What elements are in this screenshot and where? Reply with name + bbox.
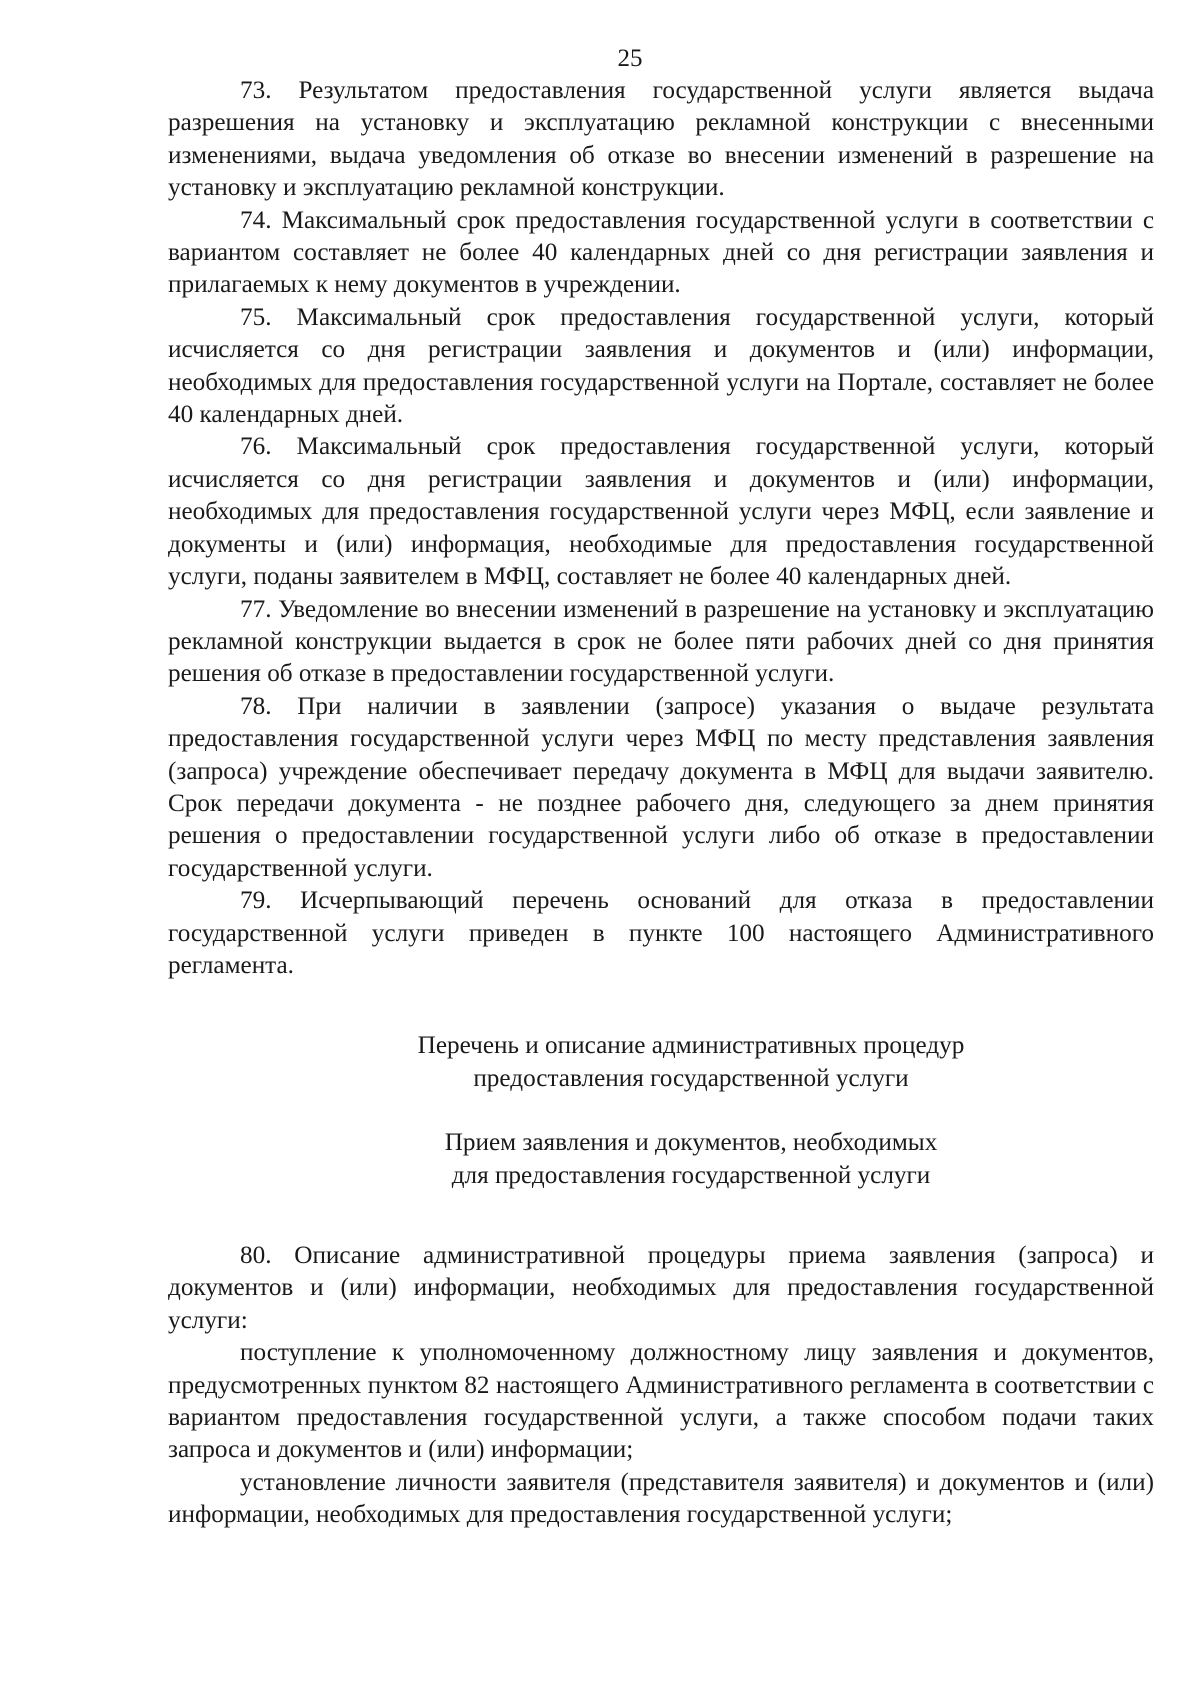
section-heading-intake bbox=[168, 1127, 1154, 1192]
paragraph-77: 77. Уведомление во внесении изменений в разрешение на установку и эксплуатацию рекламной конструкции выдается в срок не более пяти рабочих дней со дня принятия решения об отказе в предоставлении государственной услуги. bbox=[168, 595, 1154, 688]
paragraph-76: 76. Максимальный срок предоставления государственной услуги, который исчисляется со дня регистрации заявления и документов и (или) информации, необходимых для предоставления государственной услуги через МФЦ, если заявление и документы и (или) информация, необходимые для предоставления государственной услуги, поданы заявителем в МФЦ, составляет не более 40 календарных дней. bbox=[168, 433, 1154, 591]
heading-line: Прием заявления и документов, необходимых bbox=[444, 1129, 938, 1157]
spacer bbox=[168, 1095, 1154, 1127]
heading-line: предоставления государственной услуги bbox=[473, 1064, 909, 1092]
heading-line: Перечень и описание административных процедур bbox=[417, 1032, 965, 1060]
document-body bbox=[168, 75, 1154, 1532]
paragraph-73: 73. Результатом предоставления государственной услуги является выдача разрешения на установку и эксплуатацию рекламной конструкции с внесенными изменениями, выдача уведомления об отказе во внесении изменений в разрешение на установку и эксплуатацию рекламной конструкции. bbox=[168, 77, 1154, 202]
paragraph-79: 79. Исчерпывающий перечень оснований для отказа в предоставлении государственной услуги приведен в пункте 100 настоящего Административного регламента. bbox=[168, 887, 1154, 979]
paragraph-75: 75. Максимальный срок предоставления государственной услуги, который исчисляется со дня регистрации заявления и документов и (или) информации, необходимых для предоставления государственной услуги на Портале, составляет не более 40 календарных дней. bbox=[168, 303, 1154, 429]
paragraph-78: 78. При наличии в заявлении (запросе) указания о выдаче результата предоставления государственной услуги через МФЦ по месту представления заявления (запроса) учреждение обеспечивает передачу документа в МФЦ для выдачи заявителю. Срок передачи документа - не позднее рабочего дня, следующего за днем принятия решения о предоставлении государственной услуги либо об отказе в предоставлении государственной услуги. bbox=[168, 692, 1154, 882]
spacer bbox=[168, 1192, 1154, 1240]
paragraph-80: 80. Описание административной процедуры приема заявления (запроса) и документов и (или) информации, необходимых для предоставления государственной услуги: bbox=[168, 1242, 1154, 1334]
spacer bbox=[168, 982, 1154, 1030]
page-number: 25 bbox=[617, 45, 643, 72]
section-heading-procedures bbox=[168, 1030, 1154, 1095]
paragraph-80-item-intake: поступление к уполномоченному должностному лицу заявления и документов, предусмотренных пунктом 82 настоящего Административного регламента в соответствии с вариантом предоставления государственной услуги, а также способом подачи таких запроса и документов и (или) информации; bbox=[168, 1339, 1154, 1464]
paragraph-80-item-identity: установление личности заявителя (представителя заявителя) и документов и (или) информации, необходимых для предоставления государственной услуги; bbox=[168, 1468, 1154, 1529]
heading-line: для предоставления государственной услуги bbox=[451, 1161, 931, 1189]
paragraph-74: 74. Максимальный срок предоставления государственной услуги в соответствии с вариантом составляет не более 40 календарных дней со дня регистрации заявления и прилагаемых к нему документов в учреждении. bbox=[168, 206, 1154, 299]
